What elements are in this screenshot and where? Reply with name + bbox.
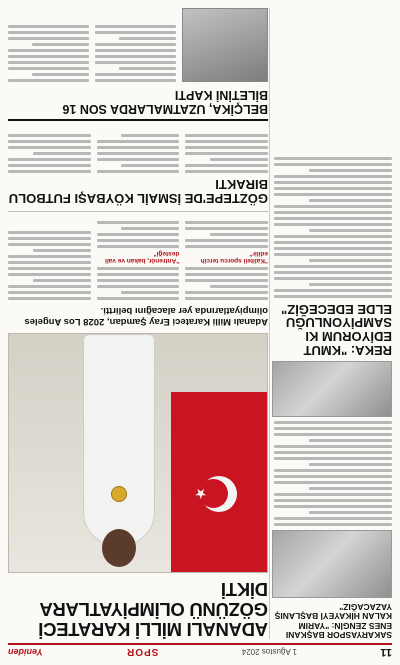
medal-icon (111, 486, 127, 502)
left-story-title: SAKARYASPOR BAŞKANI ENES ZENGİN: "YARIM KALAN HİKAYEYİ BAŞLANIŞ YAZACAĞIZ" (274, 601, 392, 640)
main-intro: Adanalı Milli Karateci Eray Şamdan, 2028 Los Angeles olimpiyatlarında yer alacağını belirtti. (24, 304, 268, 328)
issue-date: 1 Ağustos 2024 (241, 647, 297, 657)
masthead (8, 643, 392, 659)
page-number: 11 (380, 646, 392, 658)
newspaper-logo: Yeniden (8, 647, 43, 657)
main-headline: ADANALI MİLLİ KARATECİ GÖZÜNÜ OLİMPİYATLARA DİKTİ (38, 579, 268, 640)
main-photo (8, 333, 268, 573)
left-story-photo (272, 530, 392, 598)
left-column (269, 8, 392, 639)
pull-quote-2: "Antrenör, bakan ve vali desteği" (105, 250, 180, 265)
main-text (8, 218, 268, 300)
pull-quote-1: "Kaliteli sporcu tercih edilir" (200, 250, 268, 265)
second-headline: GÖZTEPE'DE İSMAİL KÖYBAŞI FUTBOLU BIRAKTI (8, 177, 268, 207)
bottom-photo (182, 8, 268, 82)
athlete-figure (83, 334, 155, 546)
second-left-title: REKA: "KMUT EDİYORUM KI SAMPİYONLUĞU ELDE EDECEĞİZ" (281, 301, 392, 358)
bottom-headline: BELÇİKA, UZATMALARDA SON 16 BİLETİNİ KAPTI (8, 88, 268, 121)
second-left-photo (272, 361, 392, 417)
turkish-flag-image: ★ (171, 392, 267, 572)
bottom-story (8, 8, 268, 82)
section-title: SPOR (126, 646, 159, 658)
